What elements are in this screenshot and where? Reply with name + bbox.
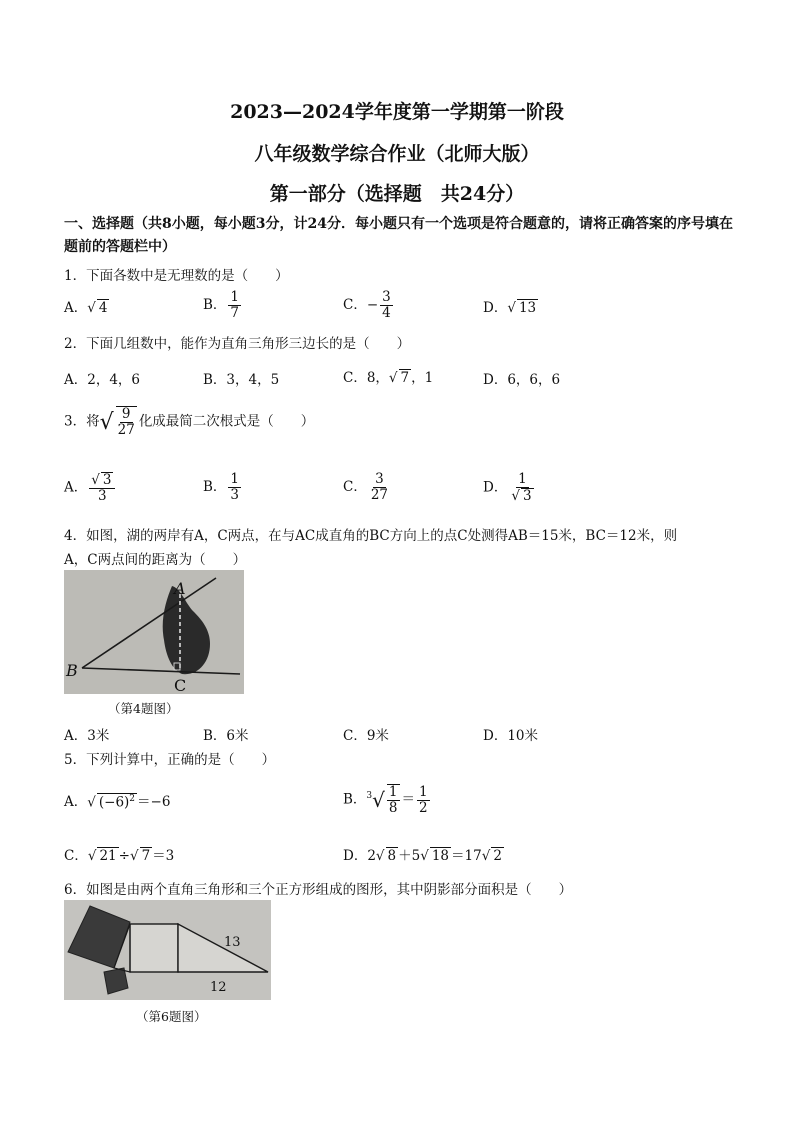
q5-option-d: D．2√ 8 ＋5√ 18 ＝17√ 2	[343, 848, 502, 864]
q5-option-b: B．$^3$√ $\frac{1}{8}$ ＝ $\frac{1}{2}$	[343, 783, 428, 816]
middle-square	[130, 924, 178, 972]
q1-option-b: B． $\frac{1}{7}$	[203, 289, 240, 321]
q2-option-b: B．3，4，5	[203, 372, 280, 388]
fig-label-a: A	[174, 579, 186, 598]
q3-option-d: D． $\frac{1}{√ 3}$	[483, 471, 532, 504]
title-line-1: 2023—2024学年度第一学期第一阶段	[230, 101, 564, 123]
q4-stem-line-2: A，C两点间的距离为（ ）	[64, 552, 247, 568]
section-instruction: 一、选择题（共8小题，每小题3分，计24分．每小题只有一个选项是符合题意的，请将正确答案的序号填在题前的答题栏中）	[64, 216, 733, 255]
q2-option-a: A．2，4，6	[64, 372, 141, 388]
q2-option-c: C．8，√ 7 ，1	[343, 370, 434, 386]
q6-figure	[64, 900, 271, 1000]
q2-option-d: D．6，6，6	[483, 372, 561, 388]
q2-stem: 2．下面几组数中，能作为直角三角形三边长的是（ ）	[64, 336, 411, 352]
q6-caption: （第6题图）	[136, 1009, 207, 1024]
q1-option-d: D．√ 13	[483, 300, 537, 316]
fig-label-b: B	[66, 661, 78, 680]
fig-label-13: 13	[224, 935, 241, 950]
q6-stem: 6．如图是由两个直角三角形和三个正方形组成的图形，其中阴影部分面积是（ ）	[64, 882, 573, 898]
fig-label-c: C	[174, 676, 187, 694]
q3-stem: 3．将√ $\frac{9}{27}$ 化成最简二次根式是（ ）	[64, 406, 315, 438]
q4-stem-line-1: 4．如图，湖的两岸有A，C两点，在与AC成直角的BC方向上的点C处测得AB＝15米，BC＝12米，则	[64, 528, 678, 544]
q1-option-a: A．√ 4	[64, 300, 108, 316]
title-line-2: 八年级数学综合作业（北师大版）	[254, 143, 540, 165]
q4-option-a: A．3米	[64, 728, 110, 744]
q4-option-b: B．6米	[203, 728, 249, 744]
q5-option-a: A．√ $(-6)^2 =-6$	[64, 793, 171, 810]
q5-option-c: C．√ 21 ÷√ 7 ＝3	[64, 848, 175, 864]
q3-option-a: A． $\frac{√ 3}{3}$	[64, 472, 117, 504]
q4-option-c: C．9米	[343, 728, 389, 744]
title-line-3: 第一部分（选择题 共24分）	[269, 183, 525, 205]
q3-option-c: C． $\frac{3}{27}$	[343, 471, 389, 503]
q4-caption: （第4题图）	[108, 701, 179, 716]
q4-option-d: D．10米	[483, 728, 539, 744]
q4-figure	[64, 570, 244, 694]
q1-option-c: C．− $\frac{3}{4}$	[343, 289, 391, 321]
fig-label-12: 12	[210, 980, 227, 995]
q1-stem: 1．下面各数中是无理数的是（ ）	[64, 268, 289, 284]
q5-stem: 5．下列计算中，正确的是（ ）	[64, 752, 276, 768]
q3-option-b: B． $\frac{1}{3}$	[203, 471, 240, 503]
q6-figure-drawing	[64, 900, 271, 1000]
q4-figure-drawing	[64, 570, 244, 694]
